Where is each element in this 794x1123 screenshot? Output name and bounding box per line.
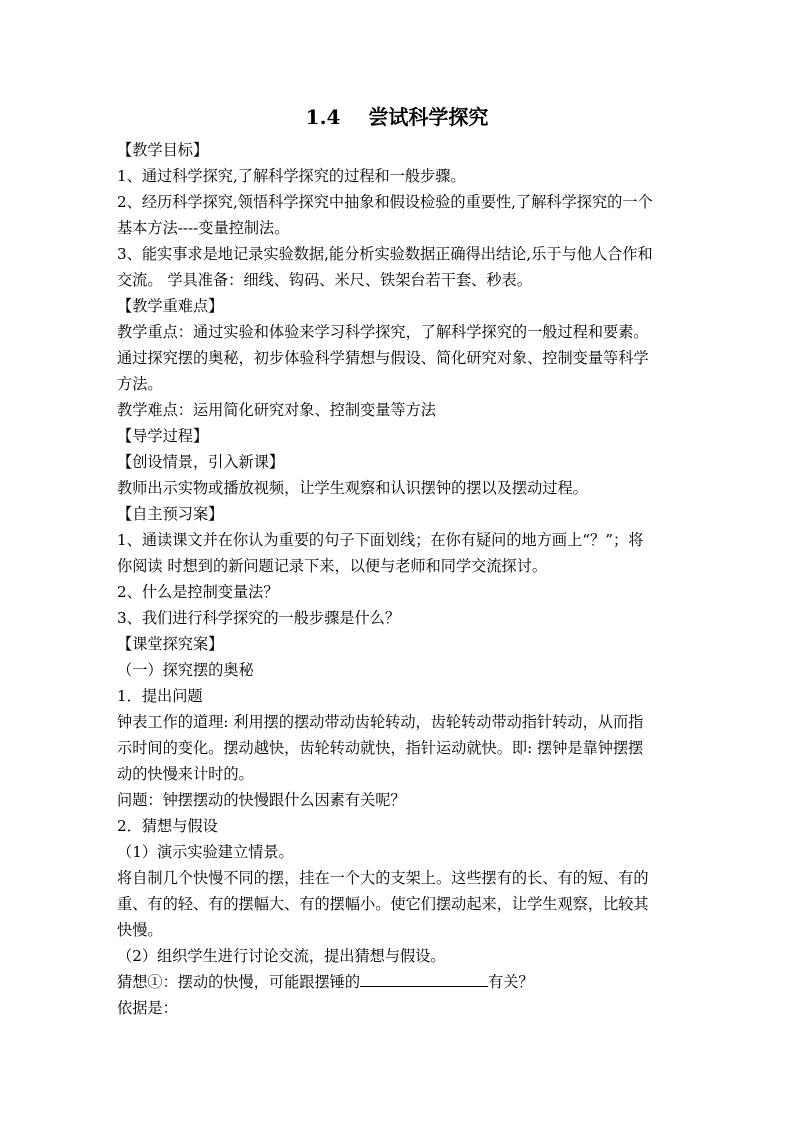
key-point-line-2: 通过探究摆的奥秘，初步体验科学猜想与假设、简化研究对象、控制变量等科学 [117, 349, 649, 367]
objective-3-line-1: 3、能实事求是地记录实验数据,能分析实验数据正确得出结论,乐于与他人合作和 [117, 245, 653, 263]
guess-1-suffix: 有关？ [488, 973, 534, 991]
demo-text-line-2: 重、有的轻、有的摆幅大、有的摆幅小。使它们摆动起来，让学生观察，比较其 [117, 895, 649, 913]
step-1-heading: 1．提出问题 [117, 687, 203, 705]
fill-in-blank[interactable] [360, 971, 488, 987]
preview-item-1-line-2: 你阅读 时想到的新问题记录下来，以便与老师和同学交流探讨。 [117, 557, 548, 575]
subsection-pendulum: （一）探究摆的奥秘 [117, 661, 254, 679]
objective-3-line-2: 交流。 学具准备：细线、钩码、米尺、铁架台若干套、秒表。 [117, 271, 532, 289]
demo-text-line-3: 快慢。 [117, 921, 163, 939]
section-heading-scenario: 【创设情景，引入新课】 [117, 453, 285, 471]
guess-1-prefix: 猜想①：摆动的快慢，可能跟摆锤的 [117, 973, 360, 991]
clock-principle-line-3: 动的快慢来计时的。 [117, 765, 254, 783]
objective-1: 1、通过科学探究,了解科学探究的过程和一般步骤。 [117, 167, 466, 185]
demo-text-line-1: 将自制几个快慢不同的摆，挂在一个大的支架上。这些摆有的长、有的短、有的 [117, 869, 649, 887]
scenario-text: 教师出示实物或播放视频，让学生观察和认识摆钟的摆以及摆动过程。 [117, 479, 588, 497]
section-heading-preview: 【自主预习案】 [117, 505, 224, 523]
clock-principle-line-1: 钟表工作的道理: 利用摆的摆动带动齿轮转动，齿轮转动带动指针转动，从而指 [117, 713, 644, 731]
objective-2-line-1: 2、经历科学探究,领悟科学探究中抽象和假设检验的重要性,了解科学探究的一个 [117, 193, 653, 211]
section-heading-inquiry: 【课堂探究案】 [117, 635, 224, 653]
preview-item-2: 2、什么是控制变量法？ [117, 583, 279, 601]
document-body [117, 137, 683, 1021]
discussion-heading: （2）组织学生进行讨论交流，提出猜想与假设。 [117, 947, 446, 965]
section-heading-objectives: 【教学目标】 [117, 141, 209, 159]
question-text: 问题：钟摆摆动的快慢跟什么因素有关呢？ [117, 791, 406, 809]
preview-item-1-line-1: 1、通读课文并在你认为重要的句子下面划线；在你有疑问的地方画上“？”；将 [117, 531, 644, 549]
key-point-line-3: 方法。 [117, 375, 163, 393]
preview-item-3: 3、我们进行科学探究的一般步骤是什么？ [117, 609, 401, 627]
guess-1 [117, 969, 683, 995]
clock-principle-line-2: 示时间的变化。摆动越快，齿轮转动就快，指针运动就快。即: 摆钟是靠钟摆摆 [117, 739, 644, 757]
difficult-point: 教学难点：运用简化研究对象、控制变量等方法 [117, 401, 436, 419]
section-heading-key-points: 【教学重难点】 [117, 297, 224, 315]
step-2-heading: 2．猜想与假设 [117, 817, 218, 835]
objective-2-line-2: 基本方法----变量控制法。 [117, 219, 290, 237]
demo-heading: （1）演示实验建立情景。 [117, 843, 294, 861]
key-point-line-1: 教学重点：通过实验和体验来学习科学探究，了解科学探究的一般过程和要素。 [117, 323, 649, 341]
basis-label: 依据是： [117, 999, 178, 1017]
page-title: 1.4 尝试科学探究 [305, 105, 489, 129]
section-heading-process: 【导学过程】 [117, 427, 209, 445]
